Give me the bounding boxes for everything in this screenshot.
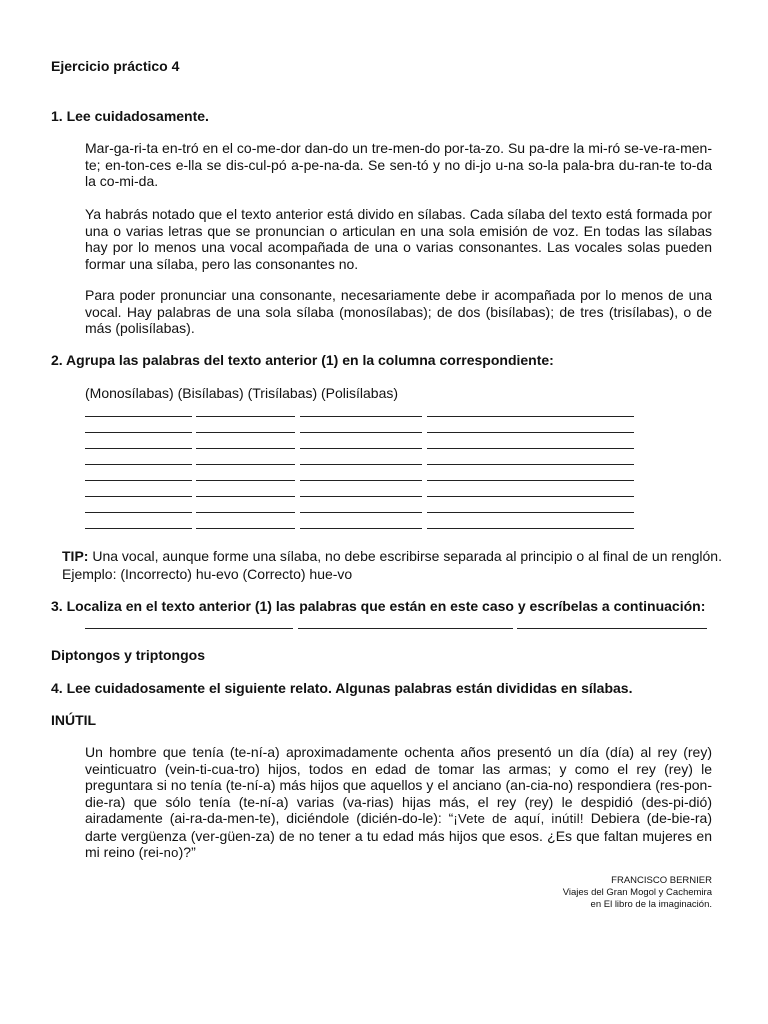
section-3-heading: 3. Localiza en el texto anterior (1) las palabras que están en este caso y escríbelas a continuación: <box>51 598 706 614</box>
blank-polisilabas[interactable] <box>427 503 634 513</box>
story-title: INÚTIL <box>51 712 97 728</box>
blank-polisilabas[interactable] <box>427 439 634 449</box>
section-2-heading: 2. Agrupa las palabras del texto anterior (1) en la columna correspondiente: <box>51 352 554 368</box>
blank-monosilabas[interactable] <box>85 487 192 497</box>
consonant-paragraph: Para poder pronunciar una consonante, necesariamente debe ir acompañada por lo menos de una vocal. Hay palabras de una sola sílaba (monosílabas); de dos (bisílabas); de tres (trisílabas), o de más (polisílabas). <box>85 287 712 336</box>
blank-word[interactable] <box>85 619 293 629</box>
story-word-no: no <box>163 845 179 860</box>
citation-source: en El libro de la imaginación. <box>590 899 712 910</box>
story-text <box>85 744 712 862</box>
blank-polisilabas[interactable] <box>427 455 634 465</box>
blank-polisilabas[interactable] <box>427 487 634 497</box>
tip-box <box>62 548 722 565</box>
blank-polisilabas[interactable] <box>427 519 634 529</box>
blank-trisilabas[interactable] <box>300 487 422 497</box>
blank-polisilabas[interactable] <box>427 407 634 417</box>
blank-trisilabas[interactable] <box>300 407 422 417</box>
blank-bisilabas[interactable] <box>196 407 295 417</box>
blank-trisilabas[interactable] <box>300 455 422 465</box>
blank-bisilabas[interactable] <box>196 503 295 513</box>
story-text-end: )?” <box>178 844 196 860</box>
syllable-paragraph: Mar-ga-ri-ta en-tró en el co-me-dor dan-do un tre-men-do por-ta-zo. Su pa-dre la mi-ró se-ve-ra-men-te; en-ton-ces e-lla se dis-cul-pó a-pe-na-da. Se sen-tó y no di-jo u-na so-la pala-bra du-ran-te to-da la co-mi-da. <box>85 140 712 189</box>
citation <box>452 875 712 911</box>
citation-author: FRANCISCO BERNIER <box>611 875 712 886</box>
blank-monosilabas[interactable] <box>85 503 192 513</box>
blank-trisilabas[interactable] <box>300 519 422 529</box>
citation-book: Viajes del Gran Mogol y Cachemira <box>562 887 712 898</box>
blank-bisilabas[interactable] <box>196 487 295 497</box>
blank-trisilabas[interactable] <box>300 503 422 513</box>
blank-bisilabas[interactable] <box>196 455 295 465</box>
tip-text: Una vocal, aunque forme una sílaba, no debe escribirse separada al principio o al final de un renglón. <box>88 548 722 564</box>
section-1-heading: 1. Lee cuidadosamente. <box>51 108 209 124</box>
blank-monosilabas[interactable] <box>85 423 192 433</box>
story-text-part-2: Debiera (de-bie-ra) darte vergüenza (ver-güen-za) de no tener a tu edad más hijos que esos. ¿Es que faltan mujeres en mi reino (rei- <box>85 810 712 860</box>
blank-word[interactable] <box>517 619 707 629</box>
blank-trisilabas[interactable] <box>300 423 422 433</box>
blank-polisilabas[interactable] <box>427 471 634 481</box>
diptongos-heading: Diptongos y triptongos <box>51 647 205 663</box>
tip-label: TIP: <box>62 548 89 564</box>
blank-monosilabas[interactable] <box>85 407 192 417</box>
story-text-part-1: Un hombre que tenía (te-ní-a) aproximadamente ochenta años presentó un día (día) al rey (rey) veinticuatro (vein-ti-cua-tro) hijos, todos en edad de tomar las armas; y como el rey (rey) le preguntara si no tenía (te-ní-a) más hijos que aquellos y el anciano (an-cia-no) respondiera (res-pon-die-ra) que sólo tenía (te-ní-a) varias (va-rias) hijas más, el rey (rey) le despidió (des-pi-dió) airadamente (ai-ra-da-men-te), diciéndole (dicién-do-le): “ <box>85 744 712 826</box>
story-quote: ¡Vete de aquí, inútil! <box>453 811 584 826</box>
blank-polisilabas[interactable] <box>427 423 634 433</box>
blank-monosilabas[interactable] <box>85 439 192 449</box>
blank-bisilabas[interactable] <box>196 471 295 481</box>
columns-label: (Monosílabas) (Bisílabas) (Trisílabas) (Polisílabas) <box>85 385 399 401</box>
page-title: Ejercicio práctico 4 <box>51 58 180 74</box>
blank-word[interactable] <box>298 619 513 629</box>
blank-bisilabas[interactable] <box>196 439 295 449</box>
section-4-heading: 4. Lee cuidadosamente el siguiente relato. Algunas palabras están divididas en sílabas. <box>51 680 633 696</box>
blank-bisilabas[interactable] <box>196 423 295 433</box>
explanation-paragraph: Ya habrás notado que el texto anterior está divido en sílabas. Cada sílaba del texto está formada por una o varias letras que se pronuncian o articulan en una sola emisión de voz. En todas las sílabas hay por lo menos una vocal acompañada de una o varias consonantes. Las vocales solas pueden formar una sílaba, pero las consonantes no. <box>85 206 712 272</box>
tip-example: Ejemplo: (Incorrecto) hu-evo (Correcto) hue-vo <box>62 566 353 582</box>
blank-monosilabas[interactable] <box>85 471 192 481</box>
blank-trisilabas[interactable] <box>300 439 422 449</box>
blank-monosilabas[interactable] <box>85 455 192 465</box>
blank-bisilabas[interactable] <box>196 519 295 529</box>
blank-monosilabas[interactable] <box>85 519 192 529</box>
blank-trisilabas[interactable] <box>300 471 422 481</box>
